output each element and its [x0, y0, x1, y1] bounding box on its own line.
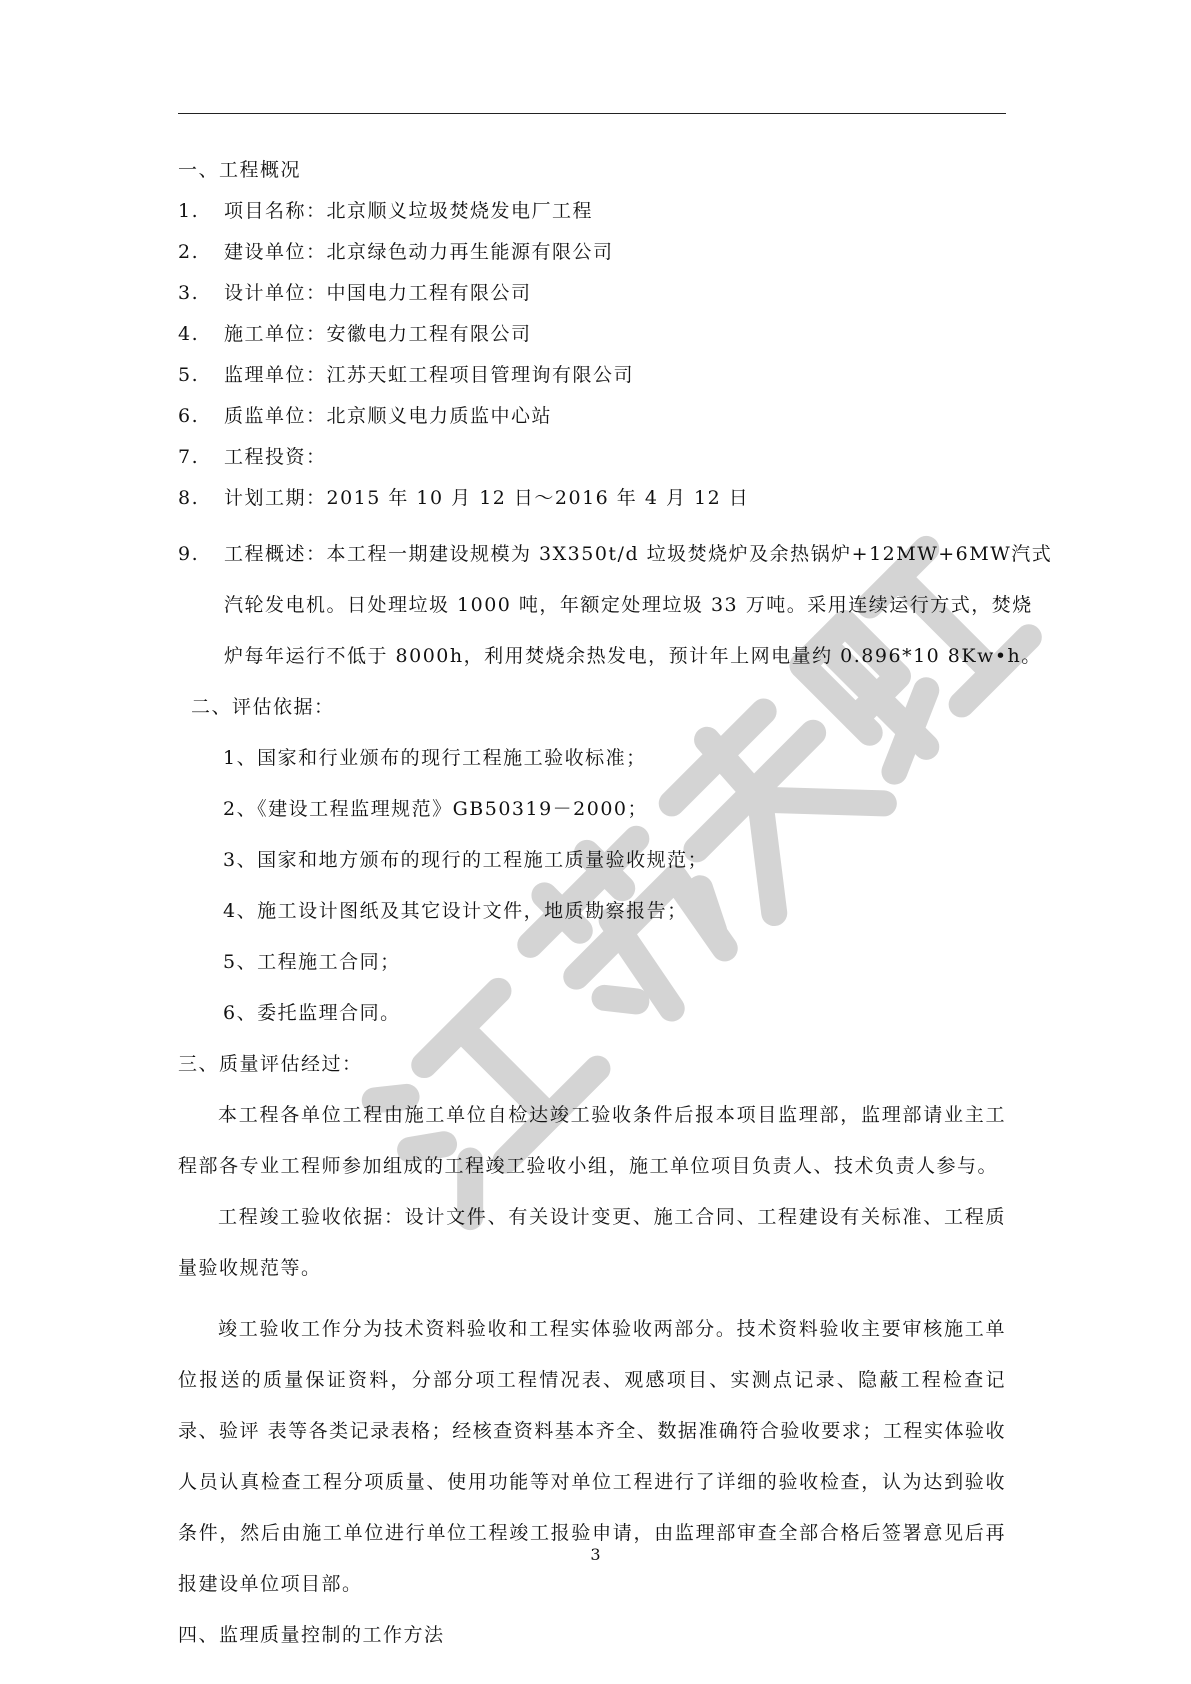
- item-text-line: 炉每年运行不低于 8000h，利用焚烧余热发电，预计年上网电量约 0.896*10 8Kw•h。: [224, 645, 1042, 667]
- item-number: 9.: [178, 543, 200, 565]
- section-1-heading: 一、工程概况: [178, 159, 302, 181]
- basis-item: 4、施工设计图纸及其它设计文件，地质勘察报告；: [223, 900, 688, 922]
- section-4-heading: 四、监理质量控制的工作方法: [178, 1624, 445, 1646]
- overview-item: [178, 437, 1006, 478]
- overview-item: [178, 191, 1006, 232]
- item-text: 工程投资：: [224, 446, 327, 468]
- item-number: 6.: [178, 405, 200, 427]
- item-number: 4.: [178, 323, 200, 345]
- item-text: 设计单位：中国电力工程有限公司: [224, 282, 532, 304]
- overview-item: [178, 396, 1006, 437]
- item-text: 建设单位：北京绿色动力再生能源有限公司: [224, 241, 614, 263]
- paragraph: 本工程各单位工程由施工单位自检达竣工验收条件后报本项目监理部，监理部请业主工程部各专业工程师参加组成的工程竣工验收小组，施工单位项目负责人、技术负责人参与。: [178, 1104, 1006, 1177]
- overview-item: [178, 314, 1006, 355]
- item-text: 项目名称：北京顺义垃圾焚烧发电厂工程: [224, 200, 594, 222]
- section-3-heading: 三、质量评估经过：: [178, 1053, 363, 1075]
- page-number: 3: [590, 1545, 601, 1564]
- item-number: 7.: [178, 446, 200, 468]
- paragraph: 竣工验收工作分为技术资料验收和工程实体验收两部分。技术资料验收主要审核施工单位报送的质量保证资料，分部分项工程情况表、观感项目、实测点记录、隐蔽工程检查记录、验评 表等各类记录表格；经核查资料基本齐全、数据准确符合验收要求；工程实体验收人员认真检查工程分项质量、使用功能等对单位工程进行了详细的验收检查，认为达到验收条件，然后由施工单位进行单位工程竣工报验申请，由监理部审查全部合格后签署意见后再报建设单位项目部。: [178, 1318, 1006, 1595]
- overview-item: [178, 355, 1006, 396]
- basis-item: 2、《建设工程监理规范》GB50319－2000；: [223, 798, 649, 820]
- item-text-line: 工程概述：本工程一期建设规模为 3X350t/d 垃圾焚烧炉及余热锅炉+12MW+6MW汽式: [224, 543, 1053, 565]
- overview-item: [178, 232, 1006, 273]
- section-2-heading: 二、评估依据：: [191, 696, 335, 718]
- item-text-line: 汽轮发电机。日处理垃圾 1000 吨，年额定处理垃圾 33 万吨。采用连续运行方式，焚烧: [224, 594, 1033, 616]
- item-text: 计划工期：2015 年 10 月 12 日～2016 年 4 月 12 日: [224, 487, 750, 509]
- overview-item: [178, 273, 1006, 314]
- item-number: 1.: [178, 200, 200, 222]
- basis-item: 3、国家和地方颁布的现行的工程施工质量验收规范；: [223, 849, 709, 871]
- overview-item-9: [178, 529, 1053, 682]
- item-text: 施工单位：安徽电力工程有限公司: [224, 323, 532, 345]
- overview-item: [178, 478, 1006, 519]
- item-number: 5.: [178, 364, 200, 386]
- item-number: 8.: [178, 487, 200, 509]
- item-number: 2.: [178, 241, 200, 263]
- document-body: [178, 150, 1053, 1661]
- basis-item: 6、委托监理合同。: [223, 1002, 401, 1024]
- header-rule: [178, 113, 1006, 114]
- basis-item: 1、国家和行业颁布的现行工程施工验收标准；: [223, 747, 647, 769]
- item-text: 质监单位：北京顺义电力质监中心站: [224, 405, 553, 427]
- item-number: 3.: [178, 282, 200, 304]
- item-text: 监理单位：江苏天虹工程项目管理询有限公司: [224, 364, 635, 386]
- paragraph: 工程竣工验收依据：设计文件、有关设计变更、施工合同、工程建设有关标准、工程质量验收规范等。: [178, 1206, 1006, 1279]
- basis-item: 5、工程施工合同；: [223, 951, 401, 973]
